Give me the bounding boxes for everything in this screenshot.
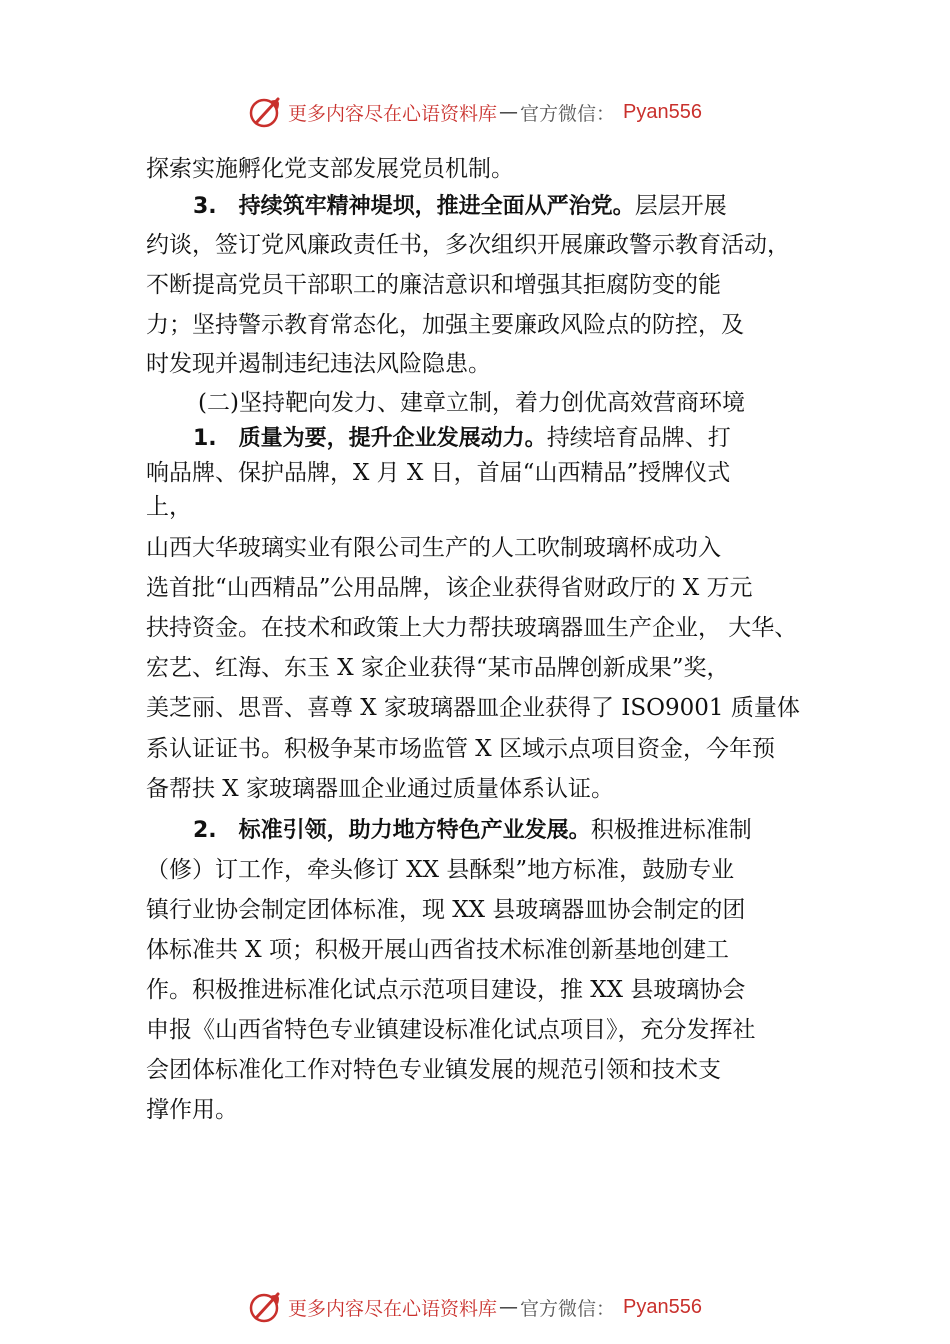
section-heading: (二)坚持靶向发力、建章立制，着力创优高效营商环境	[198, 390, 745, 416]
watermark-wechat-id: Pyan556	[623, 100, 702, 123]
text-run: 持续培育品牌、打	[546, 425, 731, 451]
paragraph-q1-heading	[146, 419, 731, 457]
text-line: 美芝丽、思晋、喜尊 X 家玻璃器皿企业获得了 ISO9001 质量体	[146, 695, 800, 721]
text-line: 体标准共 X 项；积极开展山西省技术标准创新基地创建工	[146, 937, 729, 963]
watermark-official: 官方微信：	[520, 1297, 616, 1320]
text-line: 备帮扶 X 家玻璃器皿企业通过质量体系认证。	[146, 776, 614, 802]
text-line: 镇行业协会制定团体标准，现 XX 县玻璃器皿协会制定的团	[146, 897, 746, 923]
text-line: 会团体标准化工作对特色专业镇发展的规范引领和技术支	[146, 1057, 721, 1083]
watermark-separator: —	[499, 101, 519, 123]
item-number: 2.	[193, 818, 217, 843]
text-line: 扶持资金。在技术和政策上大力帮扶玻璃器皿生产企业， 大华、	[146, 615, 798, 641]
quill-logo-icon	[248, 1290, 284, 1324]
text-line: 探索实施孵化党支部发展党员机制。	[146, 156, 514, 182]
watermark-footer	[0, 1290, 950, 1324]
text-run: 积极推进标准制	[590, 817, 752, 843]
text-line: 宏艺、红海、东玉 X 家企业获得“某市品牌创新成果”奖，	[146, 655, 730, 681]
watermark-wechat-id: Pyan556	[623, 1295, 702, 1318]
text-line: 不断提高党员干部职工的廉洁意识和增强其拒腐防变的能	[146, 272, 721, 298]
text-line: 系认证证书。积极争某市场监管 X 区域示点项目资金，今年预	[146, 736, 775, 762]
text-line: 撑作用。	[146, 1097, 238, 1123]
item-title: 标准引领，助力地方特色产业发展。	[238, 818, 591, 843]
paragraph-3-heading	[146, 187, 727, 225]
text-line: 上，	[146, 494, 192, 520]
text-line: 申报《山西省特色专业镇建设标准化试点项目》，充分发挥社	[146, 1017, 756, 1043]
text-line: 选首批“山西精品”公用品牌，该企业获得省财政厅的 X 万元	[146, 575, 753, 601]
item-title: 质量为要，提升企业发展动力。	[238, 426, 547, 451]
text-line: （修）订工作，牵头修订 XX 县酥梨”地方标准，鼓励专业	[146, 857, 735, 883]
item-number: 1.	[193, 426, 217, 451]
text-line: 作。积极推进标准化试点示范项目建设，推 XX 县玻璃协会	[146, 977, 746, 1003]
text-line: 山西大华玻璃实业有限公司生产的人工吹制玻璃杯成功入	[146, 535, 721, 561]
text-line: 约谈，签订党风廉政责任书，多次组织开展廉政警示教育活动，	[146, 232, 790, 258]
text-run: 层层开展	[634, 193, 727, 219]
text-line: 时发现并遏制违纪违法风险隐患。	[146, 351, 491, 377]
quill-logo-icon	[248, 95, 284, 129]
paragraph-q2-heading	[146, 811, 752, 849]
watermark-separator: —	[499, 1296, 519, 1318]
item-title: 持续筑牢精神堤坝，推进全面从严治党。	[238, 194, 635, 219]
watermark-header	[0, 95, 950, 129]
item-number: 3.	[193, 194, 217, 219]
watermark-text: 更多内容尽在心语资料库	[288, 102, 498, 125]
text-line: 力；坚持警示教育常态化，加强主要廉政风险点的防控，及	[146, 312, 744, 338]
watermark-official: 官方微信：	[520, 102, 616, 125]
text-line: 响品牌、保护品牌，X 月 X 日，首届“山西精品”授牌仪式	[146, 460, 731, 486]
watermark-text: 更多内容尽在心语资料库	[288, 1297, 498, 1320]
